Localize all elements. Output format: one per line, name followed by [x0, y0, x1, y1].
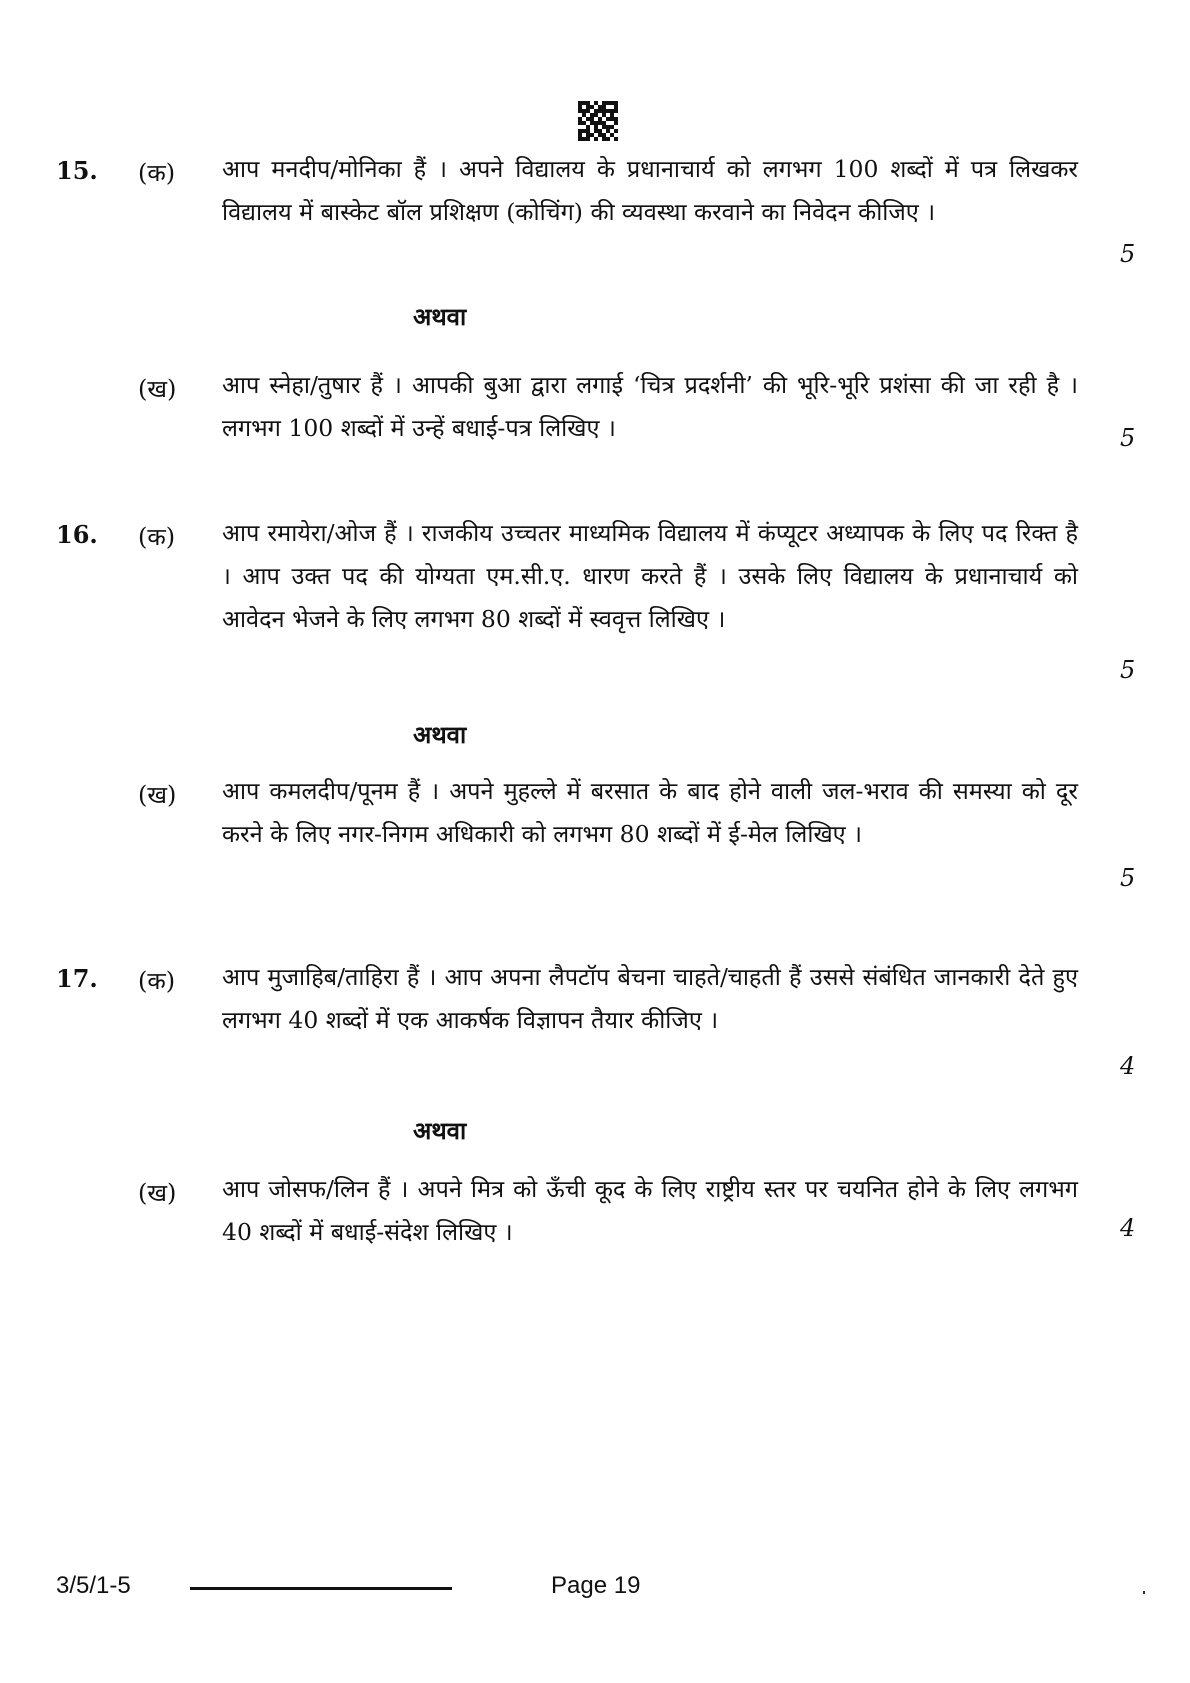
or-label: अथवा: [413, 302, 467, 331]
part-label: (ख): [138, 781, 177, 809]
qr-code-icon: [578, 101, 618, 141]
page-number: Page 19: [551, 1572, 641, 1599]
part-label: (क): [138, 967, 176, 995]
question-number: 15.: [56, 156, 98, 185]
part-label: (ख): [138, 375, 177, 403]
question-text: आप रमायेरा/ओज हैं । राजकीय उच्चतर माध्यमिक विद्यालय में कंप्यूटर अध्यापक के लिए पद रिक्त है । आप उक्त पद की योग्यता एम.सी.ए. धारण करते हैं । उसके लिए विद्यालय के प्रधानाचार्य को आवेदन भेजने के लिए लगभग 80 शब्दों में स्ववृत्त लिखिए ।: [222, 519, 1078, 633]
marks: 5: [1120, 656, 1136, 684]
paper-code: 3/5/1-5: [56, 1572, 131, 1599]
question-text: आप मनदीप/मोनिका हैं । अपने विद्यालय के प्रधानाचार्य को लगभग 100 शब्दों में पत्र लिखकर विद्यालय में बास्केट बॉल प्रशिक्षण (कोचिंग) की व्यवस्था करवाने का निवेदन कीजिए ।: [222, 155, 1078, 226]
question-number: 16.: [56, 520, 98, 549]
question-number: 17.: [56, 964, 98, 993]
or-label: अथवा: [413, 1116, 467, 1145]
marks: 4: [1120, 1052, 1136, 1080]
or-label: अथवा: [413, 720, 467, 749]
question-text: आप मुजाहिब/ताहिरा हैं । आप अपना लैपटॉप बेचना चाहते/चाहती हैं उससे संबंधित जानकारी देते हुए लगभग 40 शब्दों में एक आकर्षक विज्ञापन तैयार कीजिए ।: [222, 963, 1078, 1034]
marks: 5: [1120, 864, 1136, 892]
footer-dot: [1143, 1591, 1145, 1594]
marks: 5: [1120, 424, 1136, 452]
footer-divider: [190, 1587, 452, 1590]
marks: 5: [1120, 240, 1136, 268]
marks: 4: [1120, 1214, 1136, 1242]
part-label: (क): [138, 159, 176, 187]
part-label: (क): [138, 523, 176, 551]
question-text: आप कमलदीप/पूनम हैं । अपने मुहल्ले में बरसात के बाद होने वाली जल-भराव की समस्या को दूर करने के लिए नगर-निगम अधिकारी को लगभग 80 शब्दों में ई-मेल लिखिए ।: [222, 777, 1078, 848]
question-text: आप जोसफ/लिन हैं । अपने मित्र को ऊँची कूद के लिए राष्ट्रीय स्तर पर चयनित होने के लिए लगभग 40 शब्दों में बधाई-संदेश लिखिए ।: [222, 1175, 1078, 1246]
question-text: आप स्नेहा/तुषार हैं । आपकी बुआ द्वारा लगाई ‘चित्र प्रदर्शनी’ की भूरि-भूरि प्रशंसा की जा रही है । लगभग 100 शब्दों में उन्हें बधाई-पत्र लिखिए ।: [222, 371, 1078, 442]
part-label: (ख): [138, 1179, 177, 1207]
